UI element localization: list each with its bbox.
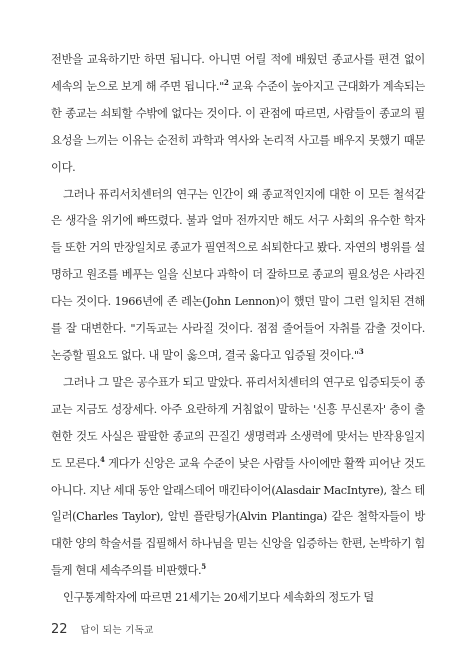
paragraph [51, 47, 425, 182]
body-text [51, 47, 425, 612]
footnote-marker: 2 [223, 78, 229, 88]
paragraph-text: 교육 수준이 높아지고 근대화가 계속되는 한 종교는 쇠퇴할 수밖에 없다는 것이다. 이 관점에 따르면, 사람들이 종교의 필요성을 느끼는 이유는 순전히 과학과 역사와 논리적 사고를 배우지 못했기 때문이다. [51, 79, 425, 174]
footnote-marker: 4 [100, 454, 105, 464]
footnote-marker: 5 [201, 562, 206, 572]
paragraph-text: 그러나 퓨리서치센터의 연구는 인간이 왜 종교적인지에 대한 이 모든 철석같은 생각을 위기에 빠뜨렸다. 불과 얼마 전까지만 해도 서구 사회의 유수한 학자들 또한 거의 만장일치로 종교가 필연적으로 쇠퇴한다고 봤다. 자연의 병위를 설명하고 원조를 베푸는 일을 신보다 과학이 더 잘하므로 종교의 필요성은 사라진다는 것이다. 1966년에 존 레논(John Lennon)이 했던 말이 그런 일치된 견해를 잘 대변한다. "기독교는 사라질 것이다. 점점 줄어들어 자취를 감출 것이다. 논증할 필요도 없다. 내 말이 옳으며, 결국 옳다고 입증될 것이다." [51, 187, 425, 362]
running-title: 답이 되는 기독교 [80, 625, 154, 636]
paragraph-text: 인구통계학자에 따르면 21세기는 20세기보다 세속화의 정도가 덜 [63, 591, 374, 605]
paragraph-text: 게다가 신앙은 교육 수준이 낮은 사람들 사이에만 활짝 피어난 것도 아니다. 지난 세대 동안 알래스데어 매킨타이어(Alasdair MacIntyre), 찰스 테일러(Charles Taylor), 알빈 플란팅가(Alvin Plantinga) 같은 철학자들이 방대한 양의 학술서를 집필해서 하나님을 믿는 신앙을 입증하는 한편, 논박하기 힘들게 현대 세속주의를 비판했다. [51, 456, 426, 578]
paragraph [51, 182, 425, 370]
page-footer [51, 618, 154, 637]
paragraph-text: 그러나 그 말은 공수표가 되고 말았다. 퓨리서치센터의 연구로 입증되듯이 종교는 지금도 성장세다. 아주 요란하게 거침없이 말하는 '신흥 무신론자' 층이 출현한 것도 사실은 팔팔한 종교의 끈질긴 생명력과 소생력에 맞서는 반작용일지도 모른다. [51, 375, 425, 470]
page-number: 22 [51, 622, 68, 637]
paragraph [51, 370, 425, 585]
paragraph-text: 전반을 교육하기만 하면 됩니다. 아니면 어릴 적에 배웠던 종교사를 편견 없이 세속의 눈으로 보게 해 주면 됩니다." [51, 53, 425, 93]
footnote-marker: 3 [358, 347, 364, 357]
paragraph [51, 585, 425, 612]
